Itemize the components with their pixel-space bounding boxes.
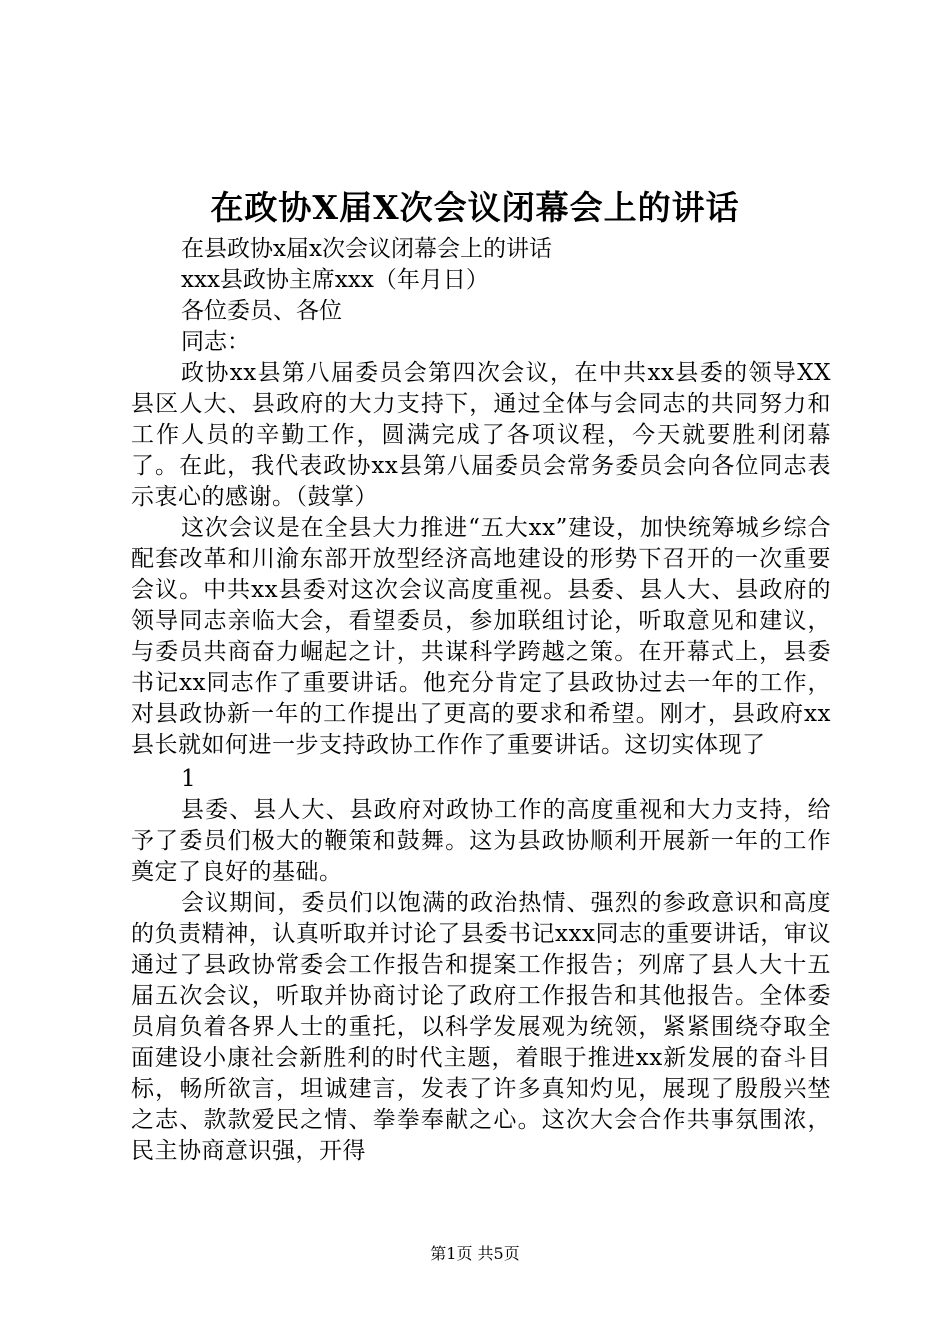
document-body [131,234,831,1167]
paragraph: 政协xx县第八届委员会第四次会议，在中共xx县委的领导XX县区人大、县政府的大力支持下，通过全体与会同志的共同努力和工作人员的辛勤工作，圆满完成了各项议程，今天就要胜利闭幕了。在此，我代表政协xx县第八届委员会常务委员会向各位同志表示衷心的感谢。（鼓掌） [131,360,831,510]
document-title: 在政协X届X次会议闭幕会上的讲话 [210,188,740,227]
paragraph: 县委、县人大、县政府对政协工作的高度重视和大力支持，给予了委员们极大的鞭策和鼓舞。这为县政协顺利开展新一年的工作奠定了良好的基础。 [131,797,831,885]
paragraph: 会议期间，委员们以饱满的政治热情、强烈的参政意识和高度的负责精神，认真听取并讨论了县委书记xxx同志的重要讲话，审议通过了县政协常委会工作报告和提案工作报告；列席了县人大十五届五次会议，听取并协商讨论了政府工作报告和其他报告。全体委员肩负着各界人士的重托，以科学发展观为统领，紧紧围绕夺取全面建设小康社会新胜利的时代主题，着眼于推进xx新发展的奋斗目标，畅所欲言，坦诚建言，发表了许多真知灼见，展现了殷殷兴埜之志、款款爱民之情、拳拳奉献之心。这次大会合作共事氛围浓，民主协商意识强，开得 [131,890,831,1164]
speech-title-line: 在县政协x届x次会议闭幕会上的讲话 [181,236,552,262]
page-footer: 第1页 共5页 [430,1244,520,1263]
salutation-line-2: 同志： [181,329,250,355]
inline-page-number: 1 [181,766,196,792]
salutation-line: 各位委员、各位 [181,298,342,324]
paragraph: 这次会议是在全县大力推进“五大xx”建设，加快统筹城乡综合配套改革和川渝东部开放型经济高地建设的形势下召开的一次重要会议。中共xx县委对这次会议高度重视。县委、县人大、县政府的领导同志亲临大会，看望委员，参加联组讨论，听取意见和建议，与委员共商奋力崛起之计，共谋科学跨越之策。在开幕式上，县委书记xx同志作了重要讲话。他充分肯定了县政协过去一年的工作，对县政协新一年的工作提出了更高的要求和希望。刚才，县政府xx县长就如何进一步支持政协工作作了重要讲话。这切实体现了 [131,515,831,758]
speaker-line: xxx县政协主席xxx（年月日） [181,267,489,293]
